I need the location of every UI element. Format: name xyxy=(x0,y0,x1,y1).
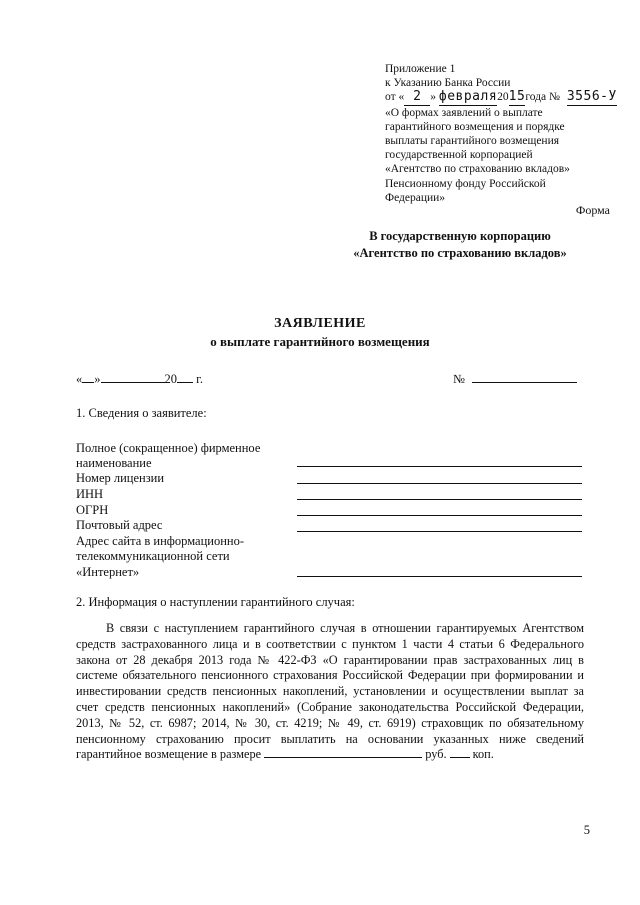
field-address-label: Почтовый адрес xyxy=(76,518,163,532)
appendix-line-9: Пенсионному фонду Российской xyxy=(385,177,546,190)
date-year-prefix: 20 xyxy=(497,91,509,104)
form-label: Форма xyxy=(575,203,610,217)
application-date-line xyxy=(76,372,203,387)
date-mid: » xyxy=(430,91,436,104)
rub-label: руб. xyxy=(422,747,450,762)
section-1-heading: 1. Сведения о заявителе: xyxy=(76,406,207,420)
appendix-header xyxy=(385,62,625,205)
address-blank[interactable] xyxy=(297,531,582,532)
number-blank[interactable] xyxy=(472,382,577,383)
field-website-label-1: Адрес сайта в информационно- xyxy=(76,534,245,548)
appendix-line-10: Федерации» xyxy=(385,191,446,204)
date-year: 15 xyxy=(508,89,526,105)
recipient-line-1: В государственную корпорацию xyxy=(369,229,551,243)
section-2-heading: 2. Информация о наступлении гарантийного случая: xyxy=(76,595,355,609)
date-century: 20 xyxy=(164,372,177,386)
appendix-line-6: выплаты гарантийного возмещения xyxy=(385,135,560,148)
amount-kop-blank[interactable] xyxy=(450,757,470,758)
inn-blank[interactable] xyxy=(297,499,582,500)
full-name-blank[interactable] xyxy=(297,466,582,467)
doc-number: 3556-У xyxy=(566,89,617,105)
appendix-line-5: гарантийного возмещения и порядке xyxy=(385,120,565,133)
field-ogrn-label: ОГРН xyxy=(76,503,109,517)
recipient-block xyxy=(320,228,600,262)
application-number-line xyxy=(453,372,577,387)
date-year-suffix: года № xyxy=(525,91,560,104)
license-blank[interactable] xyxy=(297,483,582,484)
kop-label: коп. xyxy=(469,747,494,762)
document-subtitle: о выплате гарантийного возмещения xyxy=(210,334,430,349)
date-suffix: г. xyxy=(193,372,203,386)
year-blank[interactable] xyxy=(177,382,193,383)
appendix-line-4: «О формах заявлений о выплате xyxy=(385,106,543,119)
page-number: 5 xyxy=(583,823,590,837)
appendix-date-line xyxy=(385,90,625,105)
appendix-line-2: к Указанию Банка России xyxy=(385,77,511,90)
field-inn-label: ИНН xyxy=(76,487,104,501)
paragraph-text: В связи с наступлением гарантийного случая в отношении гарантируемых Агентством средств застрахованного лица и в соответствии с пунктом 1 части 4 статьи 6 Федерального закона от 28 декабря 2013 года № 422-ФЗ «О гарантировании прав застрахованных лиц в системе обязательного пенсионного страхования Российской Федерации при формировании и инвестировании средств пенсионных накоплений, установлении и осуществлении выплат за счет средств пенсионных накоплений» (Собрание законодательства Российской Федерации, 2013, № 52, ст. 6987; 2014, № 30, ст. 4219; № 49, ст. 6919) страховщик по обязательному пенсионному страхованию просит выплатить на основании указанных ниже сведений гарантийное возмещение в размере xyxy=(76,621,584,762)
field-website-label-3: «Интернет» xyxy=(76,565,140,579)
website-blank[interactable] xyxy=(297,576,582,577)
date-month: февраля xyxy=(438,89,498,105)
month-blank[interactable] xyxy=(101,382,165,383)
recipient-line-2: «Агентство по страхованию вкладов» xyxy=(353,246,567,260)
field-license-label: Номер лицензии xyxy=(76,471,165,485)
appendix-line-8: «Агентство по страхованию вкладов» xyxy=(385,163,570,176)
field-full-name-label-1: Полное (сокращенное) фирменное xyxy=(76,441,261,455)
appendix-line-1: Приложение 1 xyxy=(385,63,456,75)
amount-rub-blank[interactable] xyxy=(264,757,422,758)
guarantee-paragraph xyxy=(76,621,584,763)
number-label: № xyxy=(453,372,465,386)
date-open-quote: « xyxy=(76,372,83,386)
day-blank[interactable] xyxy=(82,382,94,383)
document-title: ЗАЯВЛЕНИЕ xyxy=(274,316,366,331)
field-full-name-label-2: наименование xyxy=(76,456,152,470)
date-day: 2 xyxy=(404,90,430,105)
date-prefix: от « xyxy=(385,91,405,104)
date-close-quote: » xyxy=(94,372,101,386)
field-website-label-2: телекоммуникационной сети xyxy=(76,549,230,563)
appendix-line-7: государственной корпорацией xyxy=(385,149,533,162)
ogrn-blank[interactable] xyxy=(297,515,582,516)
